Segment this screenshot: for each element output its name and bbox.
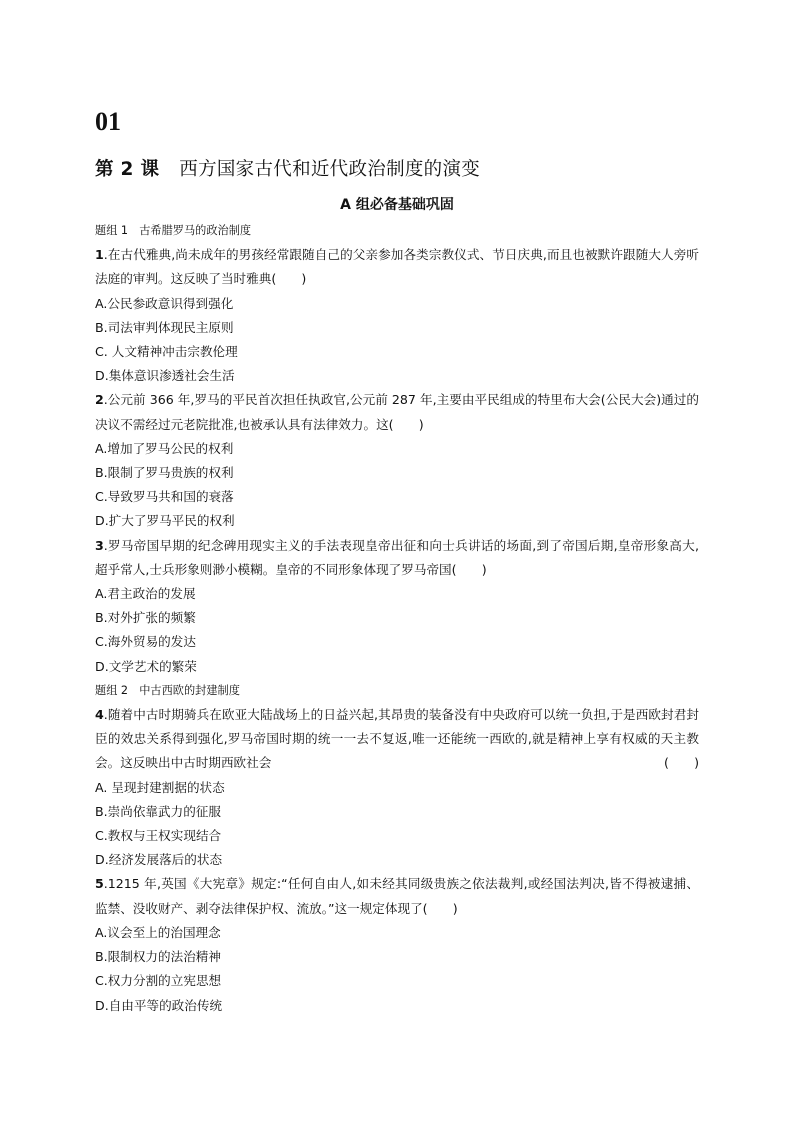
question-5 <box>95 872 699 920</box>
option-d: D.文学艺术的繁荣 <box>95 658 197 674</box>
option-b: B.对外扩张的频繁 <box>95 610 196 626</box>
answer-paren: ( ) <box>663 755 699 771</box>
question-stem: .1215 年,英国《大宪章》规定:“任何自由人,如未经其同级贵族之依法裁判,或经国法判决,皆不得被逮捕、监禁、没收财产、剥夺法律保护权、流放。”这一规定体现了( ) <box>95 876 699 916</box>
section-heading: A 组必备基础巩固 <box>340 197 454 213</box>
question-stem: .在古代雅典,尚未成年的男孩经常跟随自己的父亲参加各类宗教仪式、节日庆典,而且也被默许跟随大人旁听法庭的审判。这反映了当时雅典( ) <box>95 247 699 287</box>
option-c: C.教权与王权实现结合 <box>95 828 222 844</box>
lesson-number: 第 2 课 <box>95 159 160 180</box>
option-b: B.崇尚依靠武力的征服 <box>95 803 221 819</box>
question-2 <box>95 388 699 436</box>
question-number: 1 <box>95 247 104 263</box>
option-c: C.权力分割的立宪思想 <box>95 973 222 989</box>
option-d: D.扩大了罗马平民的权利 <box>95 513 235 529</box>
question-stem: .公元前 366 年,罗马的平民首次担任执政官,公元前 287 年,主要由平民组成的特里布大会(公民大会)通过的决议不需经过元老院批准,也被承认具有法律效力。这( ) <box>95 392 699 432</box>
option-b: B.限制了罗马贵族的权利 <box>95 465 234 481</box>
question-number: 3 <box>95 537 104 553</box>
option-d: D.自由平等的政治传统 <box>95 997 223 1013</box>
question-4 <box>95 703 699 776</box>
lesson-name: 西方国家古代和近代政治制度的演变 <box>179 159 481 180</box>
option-c: C.海外贸易的发达 <box>95 634 196 650</box>
question-stem: .随着中古时期骑兵在欧亚大陆战场上的日益兴起,其昂贵的装备没有中央政府可以统一负担,于是西欧封君封臣的效忠关系得到强化,罗马帝国时期的统一一去不复返,唯一还能统一西欧的,就是精神上享有权威的天主教会。这反映出中古时期西欧社会 <box>95 707 699 771</box>
question-number: 5 <box>95 876 104 892</box>
question-number: 2 <box>95 392 104 408</box>
option-c: C.导致罗马共和国的衰落 <box>95 489 234 505</box>
unit-number: 01 <box>95 107 121 136</box>
question-stem: .罗马帝国早期的纪念碑用现实主义的手法表现皇帝出征和向士兵讲话的场面,到了帝国后期,皇帝形象高大,超乎常人,士兵形象则渺小模糊。皇帝的不同形象体现了罗马帝国( ) <box>95 537 699 577</box>
option-a: A.公民参政意识得到强化 <box>95 295 234 311</box>
option-a: A.君主政治的发展 <box>95 586 196 602</box>
question-1 <box>95 243 699 291</box>
option-a: A. 呈现封建割据的状态 <box>95 779 225 795</box>
lesson-title <box>95 155 480 181</box>
option-a: A.增加了罗马公民的权利 <box>95 440 234 456</box>
question-number: 4 <box>95 707 104 723</box>
question-content <box>95 219 699 1018</box>
option-a: A.议会至上的治国理念 <box>95 924 221 940</box>
group-title: 题组 1 古希腊罗马的政治制度 <box>95 224 252 237</box>
option-c: C. 人文精神冲击宗教伦理 <box>95 344 238 360</box>
question-3 <box>95 534 699 582</box>
option-b: B.司法审判体现民主原则 <box>95 319 234 335</box>
option-b: B.限制权力的法治精神 <box>95 949 221 965</box>
option-d: D.集体意识渗透社会生活 <box>95 368 235 384</box>
option-d: D.经济发展落后的状态 <box>95 852 223 868</box>
group-title: 题组 2 中古西欧的封建制度 <box>95 683 240 697</box>
